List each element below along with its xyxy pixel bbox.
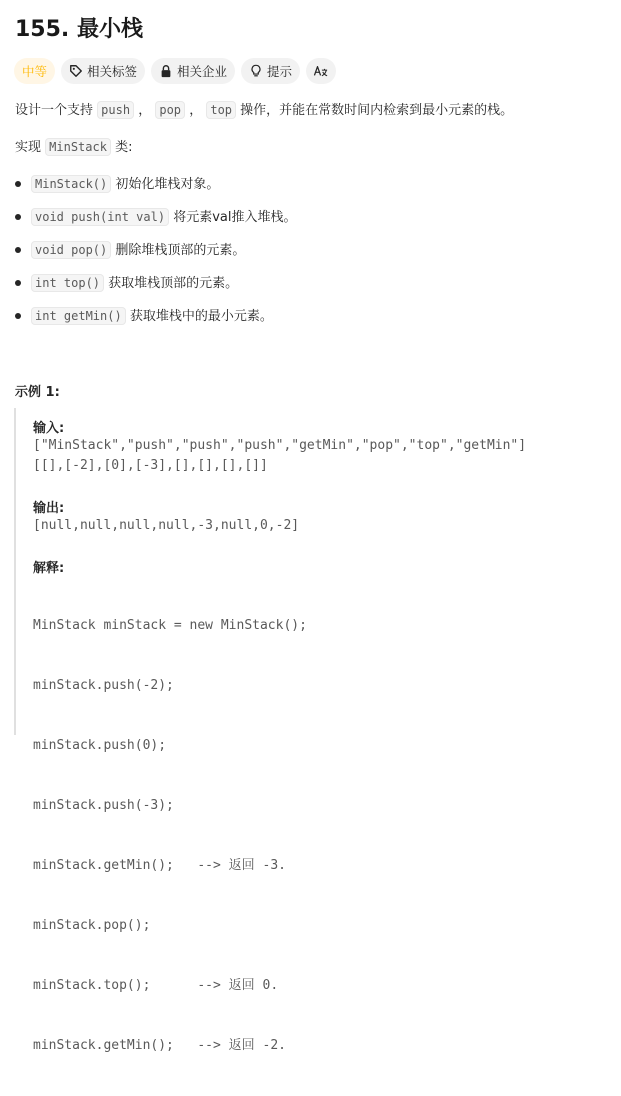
- output-label: 输出:: [33, 501, 65, 516]
- example-title: 示例 1:: [15, 385, 60, 400]
- list-item: [0, 206, 600, 239]
- tag-icon: [69, 64, 83, 78]
- method-list: [0, 173, 600, 338]
- implement-text: 类:: [115, 140, 133, 155]
- intro-paragraph: [15, 100, 513, 121]
- list-item: [0, 305, 600, 338]
- inline-code: MinStack(): [31, 175, 111, 193]
- method-description: 获取堆栈中的最小元素。: [129, 309, 273, 324]
- related-tags-label: 相关标签: [87, 64, 138, 79]
- inline-code: int top(): [31, 274, 104, 292]
- input-line: [[],[-2],[0],[-3],[],[],[],[]]: [33, 458, 268, 473]
- code-line: minStack.pop();: [33, 918, 151, 933]
- intro-separator: ，: [189, 103, 203, 118]
- hint-label: 提示: [267, 64, 293, 79]
- hint-button[interactable]: [241, 58, 300, 84]
- inline-code: int getMin(): [31, 307, 126, 325]
- list-item: [0, 272, 600, 305]
- related-companies-label: 相关企业: [177, 64, 228, 79]
- explanation-code: [33, 576, 307, 1096]
- inline-code: push: [97, 101, 134, 119]
- inline-code: void pop(): [31, 241, 111, 259]
- explanation-label: 解释:: [33, 561, 65, 576]
- tag-bar: [14, 58, 336, 84]
- implement-paragraph: [15, 137, 132, 158]
- method-description: 删除堆栈顶部的元素。: [115, 243, 246, 258]
- inline-code: top: [206, 101, 236, 119]
- intro-text: 设计一个支持: [15, 103, 94, 118]
- difficulty-badge: [14, 58, 55, 84]
- lightbulb-icon: [249, 64, 263, 78]
- input-label: 输入:: [33, 421, 65, 436]
- lock-icon: [159, 64, 173, 78]
- method-description: 初始化堆栈对象。: [115, 177, 220, 192]
- related-tags-button[interactable]: [61, 58, 145, 84]
- code-line: minStack.getMin(); --> 返回 -2.: [33, 1038, 286, 1053]
- input-line: ["MinStack","push","push","push","getMin","pop","top","getMin"]: [33, 438, 527, 453]
- example-block: [14, 408, 606, 1053]
- code-line: minStack.getMin(); --> 返回 -3.: [33, 858, 286, 873]
- output-line: [null,null,null,null,-3,null,0,-2]: [33, 518, 300, 533]
- related-companies-button[interactable]: [151, 58, 235, 84]
- code-line: minStack.push(0);: [33, 738, 167, 753]
- translate-icon: [313, 64, 329, 78]
- list-item: [0, 239, 600, 272]
- code-line: minStack.top(); --> 返回 0.: [33, 978, 279, 993]
- problem-title: 155. 最小栈: [15, 17, 143, 42]
- translate-button[interactable]: [306, 58, 336, 84]
- code-line: minStack.push(-3);: [33, 798, 174, 813]
- code-line: minStack.push(-2);: [33, 678, 174, 693]
- inline-code: void push(int val): [31, 208, 169, 226]
- inline-code: pop: [155, 101, 185, 119]
- inline-code: MinStack: [45, 138, 111, 156]
- method-description: 将元素val推入堆栈。: [173, 210, 297, 225]
- intro-text: 操作，并能在常数时间内检索到最小元素的栈。: [240, 103, 514, 118]
- code-line: MinStack minStack = new MinStack();: [33, 618, 307, 633]
- intro-separator: ，: [138, 103, 152, 118]
- implement-text: 实现: [15, 140, 42, 155]
- list-item: [0, 173, 600, 206]
- method-description: 获取堆栈顶部的元素。: [108, 276, 239, 291]
- difficulty-label: 中等: [22, 64, 48, 79]
